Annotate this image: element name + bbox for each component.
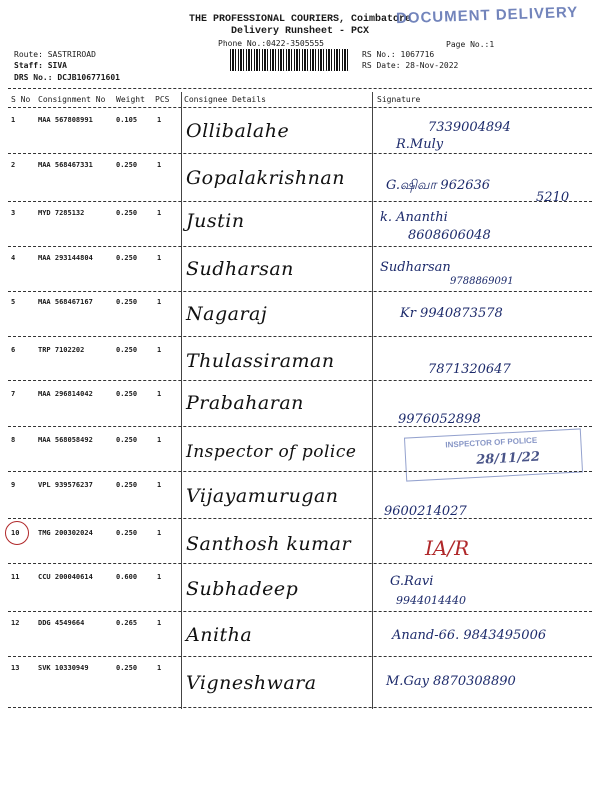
consignee-handwriting: Vijayamurugan bbox=[186, 485, 339, 507]
signature-mark: G.Ravi bbox=[390, 574, 434, 589]
document-delivery-stamp: DOCUMENT DELIVERY bbox=[395, 3, 579, 28]
row-pcs: 1 bbox=[157, 390, 162, 398]
header-bottom-rule bbox=[8, 107, 592, 108]
row-sno: 12 bbox=[11, 619, 20, 627]
row-divider bbox=[8, 201, 592, 202]
returned-mark: IA/R bbox=[425, 536, 470, 560]
row-consignment: CCU 200040614 bbox=[38, 573, 93, 581]
row-divider bbox=[8, 380, 592, 381]
row-consignment: TRP 7102202 bbox=[38, 346, 85, 354]
row-divider bbox=[8, 336, 592, 337]
consignee-handwriting: Nagaraj bbox=[186, 303, 268, 325]
row-sno: 13 bbox=[11, 664, 20, 672]
row-consignment: MAA 296814042 bbox=[38, 390, 93, 398]
signature-mark: Kr 9940873578 bbox=[400, 306, 503, 321]
row-divider bbox=[8, 611, 592, 612]
row-weight: 0.250 bbox=[116, 209, 138, 217]
col-consignment: Consignment No bbox=[38, 95, 106, 104]
row-consignment: TMG 200302024 bbox=[38, 529, 93, 537]
consignee-handwriting: Thulassiraman bbox=[186, 350, 335, 372]
consignee-handwriting: Subhadeep bbox=[186, 578, 299, 600]
col-weight: Weight bbox=[116, 95, 145, 104]
signature-mark: M.Gay 8870308890 bbox=[386, 674, 516, 689]
consignee-handwriting: Sudharsan bbox=[186, 258, 294, 280]
row-divider bbox=[8, 426, 592, 427]
row-pcs: 1 bbox=[157, 209, 162, 217]
row-sno: 9 bbox=[11, 481, 16, 489]
row-sno: 6 bbox=[11, 346, 16, 354]
signature-mark: Sudharsan bbox=[380, 260, 451, 275]
consignee-handwriting: Anitha bbox=[186, 624, 253, 646]
signature-phone: 9976052898 bbox=[398, 412, 481, 427]
row-sno: 2 bbox=[11, 161, 16, 169]
col-pcs: PCS bbox=[155, 95, 170, 104]
runsheet-subtitle: Delivery Runsheet - PCX bbox=[230, 26, 370, 37]
row-weight: 0.250 bbox=[116, 254, 138, 262]
row-pcs: 1 bbox=[157, 436, 162, 444]
row-consignment: MAA 568467167 bbox=[38, 298, 93, 306]
row-weight: 0.105 bbox=[116, 116, 138, 124]
col-sno: S No bbox=[11, 95, 31, 104]
police-stamp bbox=[404, 428, 583, 481]
barcode-image bbox=[230, 49, 350, 71]
row-divider bbox=[8, 518, 592, 519]
row-sno: 7 bbox=[11, 390, 16, 398]
consignee-handwriting: Santhosh kumar bbox=[186, 533, 352, 555]
col-consignee: Consignee Details bbox=[184, 95, 266, 104]
consignee-column-rule bbox=[181, 92, 182, 709]
row-sno: 8 bbox=[11, 436, 16, 444]
row-pcs: 1 bbox=[157, 298, 162, 306]
police-stamp-label: INSPECTOR OF POLICE bbox=[445, 435, 538, 450]
consignee-handwriting: Gopalakrishnan bbox=[186, 167, 345, 189]
consignee-handwriting: Inspector of police bbox=[186, 442, 357, 462]
row-weight: 0.265 bbox=[116, 619, 138, 627]
signature-phone: 5210 bbox=[536, 190, 570, 205]
signature-phone: 9788869091 bbox=[450, 276, 514, 287]
rs-date: RS Date: 28-Nov-2022 bbox=[362, 61, 459, 70]
row-pcs: 1 bbox=[157, 254, 162, 262]
table-bottom-rule bbox=[8, 707, 592, 708]
phone-number: Phone No.:0422-3505555 bbox=[218, 39, 324, 48]
row-weight: 0.600 bbox=[116, 573, 138, 581]
row-divider bbox=[8, 471, 592, 472]
page-number: Page No.:1 bbox=[446, 40, 495, 49]
row-divider bbox=[8, 563, 592, 564]
row-pcs: 1 bbox=[157, 161, 162, 169]
row-weight: 0.250 bbox=[116, 529, 138, 537]
row-pcs: 1 bbox=[157, 481, 162, 489]
row-weight: 0.250 bbox=[116, 298, 138, 306]
row-pcs: 1 bbox=[157, 619, 162, 627]
row-weight: 0.250 bbox=[116, 481, 138, 489]
row-sno: 10 bbox=[11, 529, 20, 537]
drs-number: DRS No.: DCJB106771601 bbox=[14, 73, 120, 82]
row-pcs: 1 bbox=[157, 664, 162, 672]
row-weight: 0.250 bbox=[116, 346, 138, 354]
row-sno: 11 bbox=[11, 573, 20, 581]
row-consignment: MYD 7285132 bbox=[38, 209, 85, 217]
rs-number: RS No.: 1067716 bbox=[362, 50, 435, 59]
row-divider bbox=[8, 153, 592, 154]
signature-mark: R.Muly bbox=[396, 137, 444, 152]
company-title: THE PROFESSIONAL COURIERS, Coimbatore bbox=[188, 14, 412, 25]
row-pcs: 1 bbox=[157, 346, 162, 354]
signature-phone: 9600214027 bbox=[384, 504, 467, 519]
row-weight: 0.250 bbox=[116, 161, 138, 169]
signature-phone: 7339004894 bbox=[428, 120, 511, 135]
police-stamp-date: 28/11/22 bbox=[475, 449, 541, 468]
consignee-handwriting: Prabaharan bbox=[186, 392, 304, 414]
signature-mark: G.ஷிவா 962636 bbox=[386, 178, 491, 193]
row-sno: 5 bbox=[11, 298, 16, 306]
staff-label: Staff: SIVA bbox=[14, 61, 67, 70]
signature-mark: Anand-66. 9843495006 bbox=[392, 628, 547, 643]
row-sno: 4 bbox=[11, 254, 16, 262]
row-sno: 1 bbox=[11, 116, 16, 124]
row-pcs: 1 bbox=[157, 529, 162, 537]
row-weight: 0.250 bbox=[116, 664, 138, 672]
row-pcs: 1 bbox=[157, 573, 162, 581]
col-signature: Signature bbox=[377, 95, 421, 104]
signature-column-rule bbox=[372, 92, 373, 709]
row-consignment: MAA 293144804 bbox=[38, 254, 93, 262]
row-consignment: SVK 10330949 bbox=[38, 664, 89, 672]
row-sno: 3 bbox=[11, 209, 16, 217]
row-pcs: 1 bbox=[157, 116, 162, 124]
row-divider bbox=[8, 291, 592, 292]
row-weight: 0.250 bbox=[116, 436, 138, 444]
row-consignment: MAA 568058492 bbox=[38, 436, 93, 444]
signature-phone: 8608606048 bbox=[408, 228, 491, 243]
row-weight: 0.250 bbox=[116, 390, 138, 398]
row-consignment: MAA 567808991 bbox=[38, 116, 93, 124]
row-divider bbox=[8, 656, 592, 657]
row-consignment: MAA 568467331 bbox=[38, 161, 93, 169]
consignee-handwriting: Justin bbox=[186, 210, 245, 232]
row-consignment: DDG 4549664 bbox=[38, 619, 85, 627]
consignee-handwriting: Vigneshwara bbox=[186, 672, 317, 694]
route-label: Route: SASTRIROAD bbox=[14, 50, 96, 59]
signature-mark: k. Ananthi bbox=[380, 210, 448, 225]
consignee-handwriting: Ollibalahe bbox=[186, 120, 290, 142]
row-divider bbox=[8, 246, 592, 247]
signature-phone: 7871320647 bbox=[428, 362, 511, 377]
row-consignment: VPL 939576237 bbox=[38, 481, 93, 489]
signature-phone: 9944014440 bbox=[396, 594, 466, 607]
header-top-rule bbox=[8, 88, 592, 89]
